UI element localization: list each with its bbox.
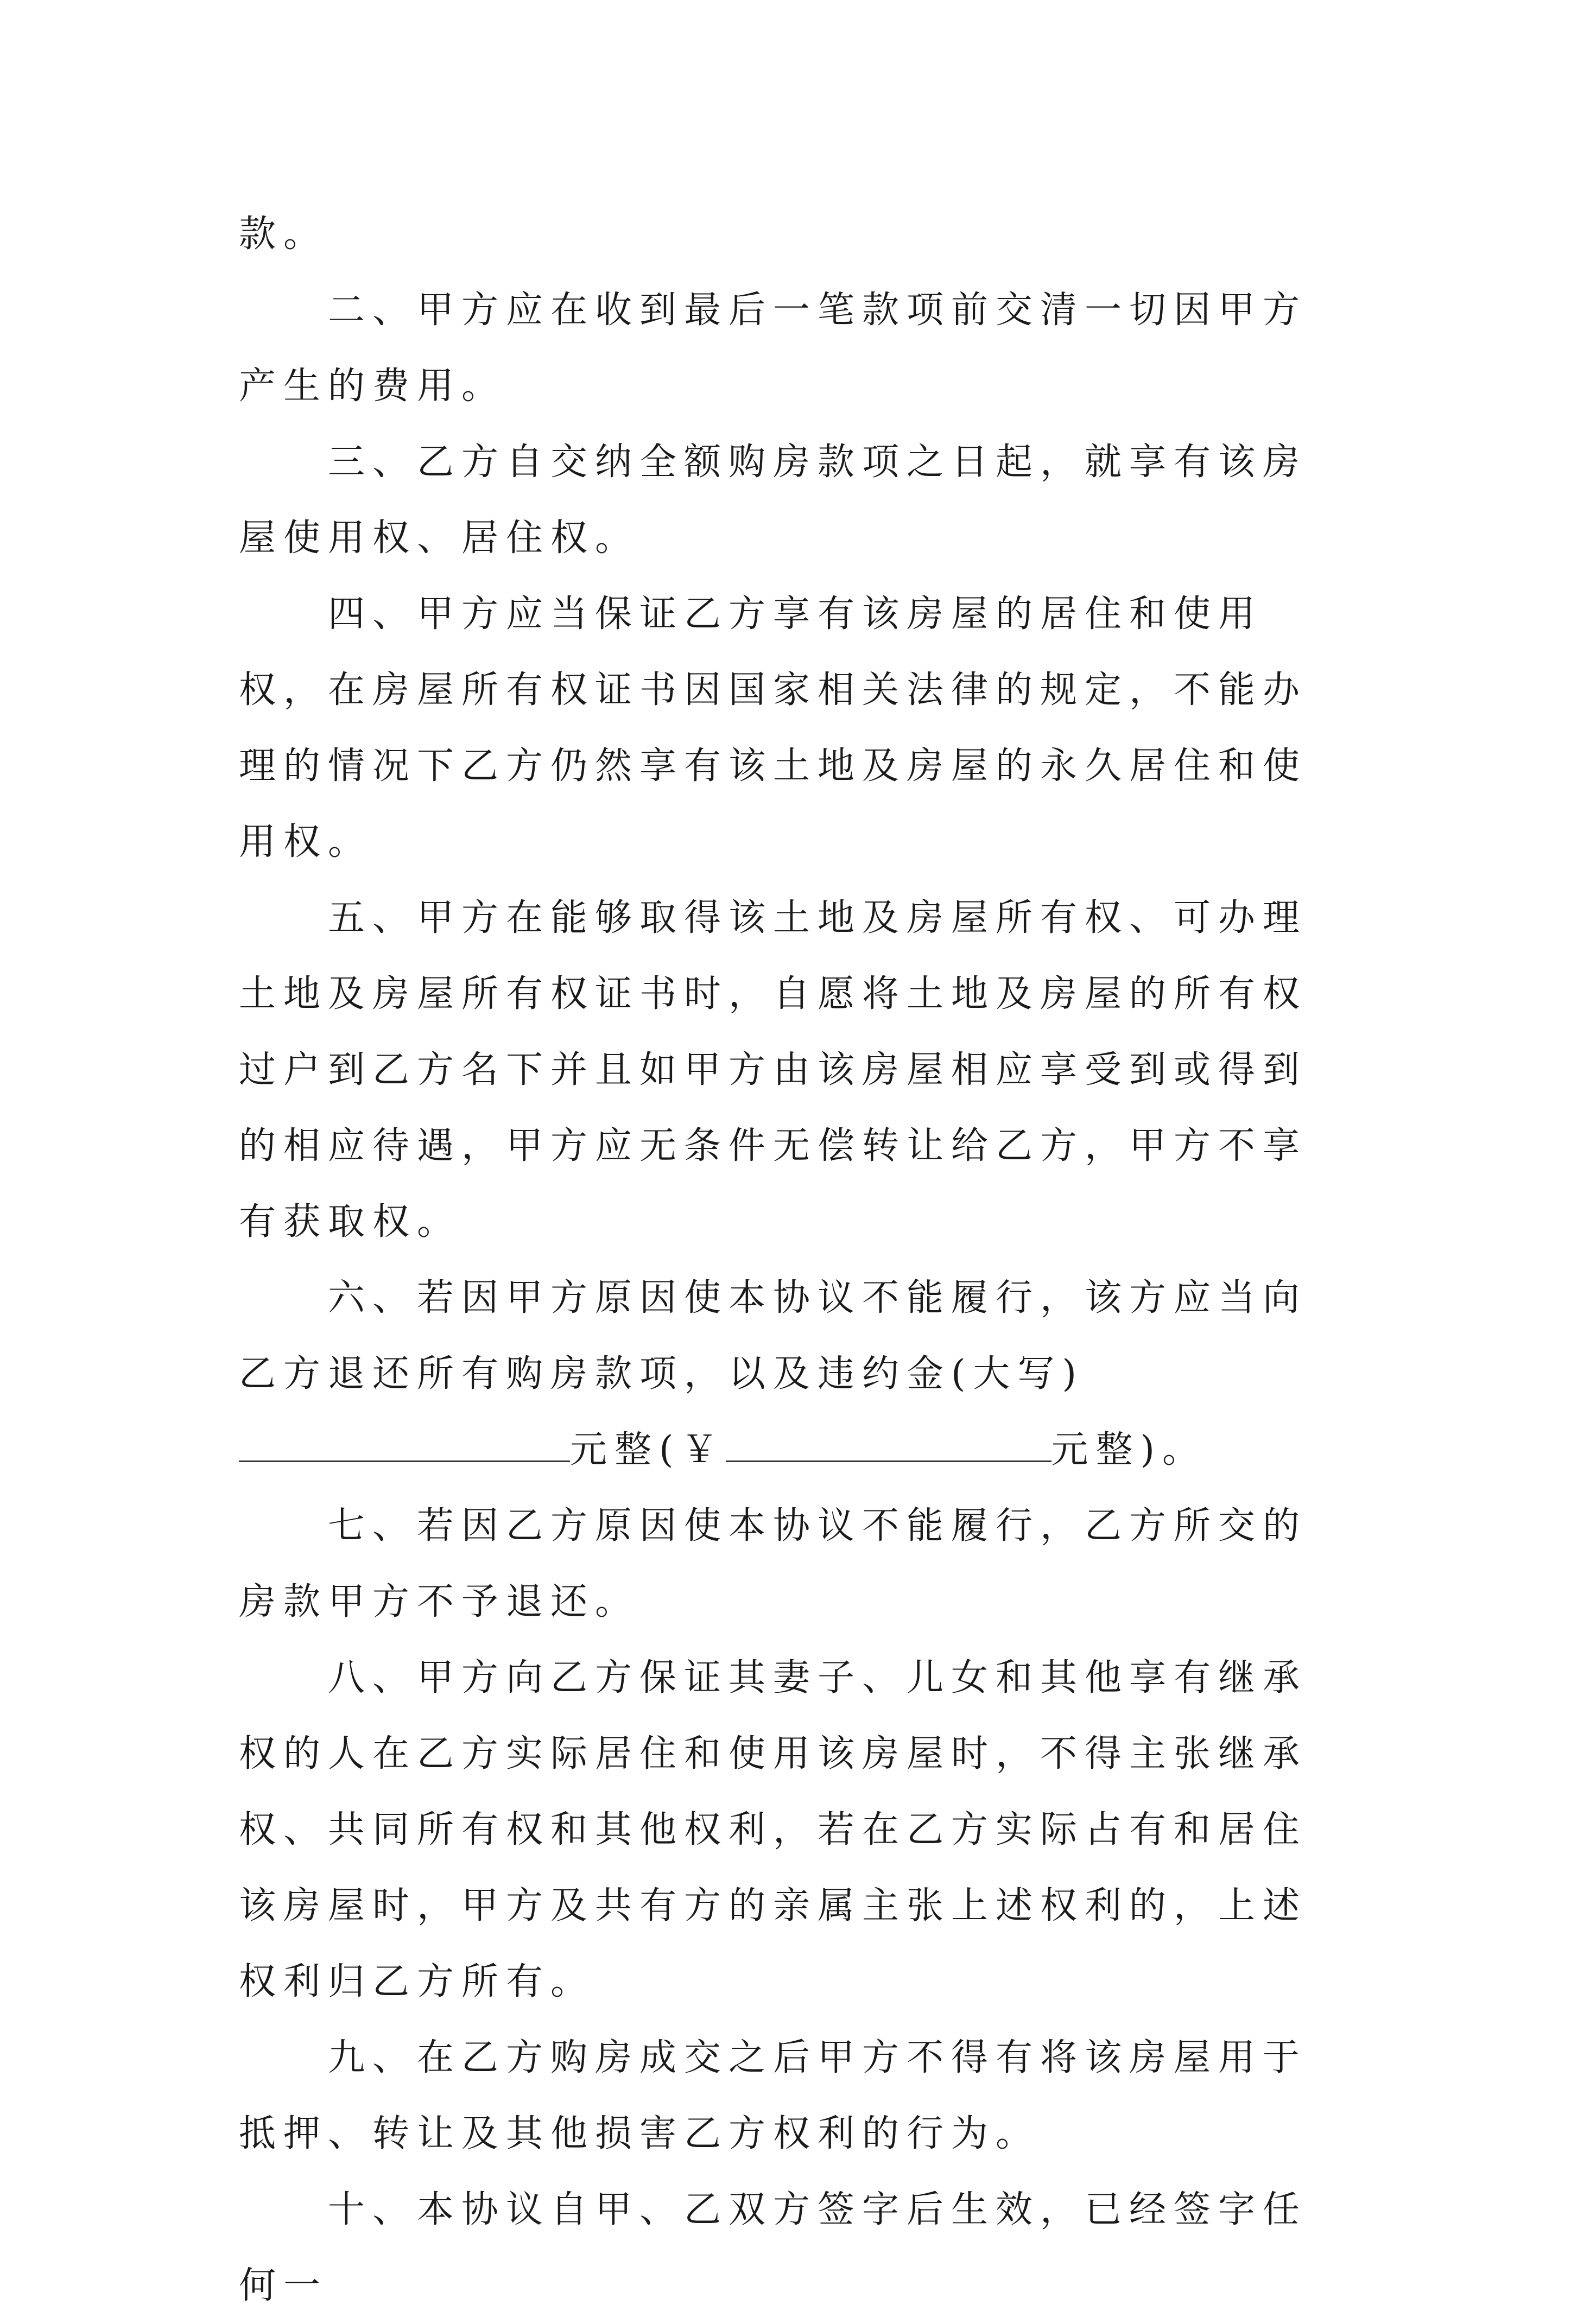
clause-4: 四、甲方应当保证乙方享有该房屋的居住和使用权，在房屋所有权证书因国家相关法律的规定，不能办理的情况下乙方仍然享有该土地及房屋的永久居住和使用权。: [239, 593, 1308, 863]
clause-9: 九、在乙方购房成交之后甲方不得有将该房屋用于抵押、转让及其他损害乙方权利的行为。: [239, 2036, 1308, 2155]
clause-5: 五、甲方在能够取得该土地及房屋所有权、可办理土地及房屋所有权证书时，自愿将土地及房屋的所有权过户到乙方名下并且如甲方由该房屋相应享受到或得到的相应待遇，甲方应无条件无偿转让给乙方，甲方不享有获取权。: [239, 897, 1308, 1243]
clause-6-text-c: 元整)。: [1051, 1428, 1207, 1471]
clause-6-text-b: 元整(￥: [570, 1428, 726, 1471]
clause-8: 八、甲方向乙方保证其妻子、儿女和其他享有继承权的人在乙方实际居住和使用该房屋时，不得主张继承权、共同所有权和其他权利，若在乙方实际占有和居住该房屋时，甲方及共有方的亲属主张上述权利的，上述权利归乙方所有。: [239, 1656, 1308, 2003]
clause-10: 十、本协议自甲、乙双方签字后生效，已经签字任何一: [239, 2188, 1308, 2307]
clause-7: 七、若因乙方原因使本协议不能履行，乙方所交的房款甲方不予退还。: [239, 1504, 1308, 1623]
clause-6-text-a: 六、若因甲方原因使本协议不能履行，该方应当向乙方退还所有购房款项，以及违约金(大写): [239, 1277, 1308, 1395]
penalty-amount-words-blank[interactable]: [239, 1423, 570, 1462]
paragraph-continuation: 款。: [239, 213, 328, 256]
document-body: [239, 196, 1346, 2324]
clause-3: 三、乙方自交纳全额购房款项之日起，就享有该房屋使用权、居住权。: [239, 441, 1308, 560]
clause-6: [239, 1260, 1346, 1488]
penalty-amount-number-blank[interactable]: [726, 1423, 1051, 1462]
clause-2: 二、甲方应在收到最后一笔款项前交清一切因甲方产生的费用。: [239, 289, 1308, 408]
